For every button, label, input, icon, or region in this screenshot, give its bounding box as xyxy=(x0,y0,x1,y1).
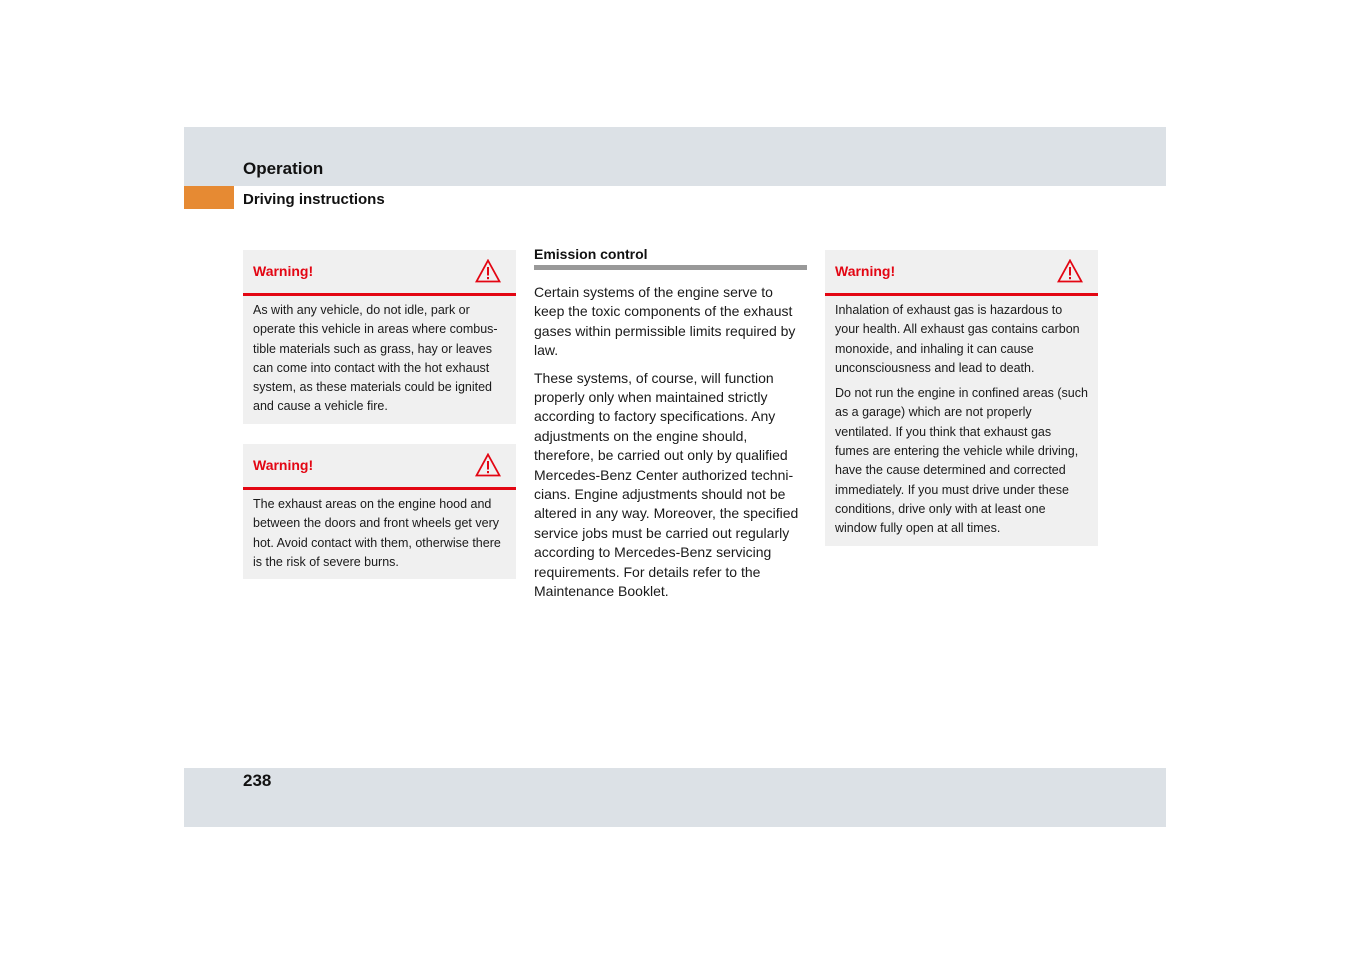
section-tab-marker xyxy=(184,186,234,209)
warning-text: As with any vehicle, do not idle, park or operate this vehicle in areas where combus-tible materials such as grass, hay or leaves can come into contact with the hot exhaust system, as these materials could be ignited and cause a vehicle fire. xyxy=(253,303,498,414)
section-title: Operation xyxy=(243,159,324,178)
emission-control-section xyxy=(534,246,807,610)
warning-box-fire xyxy=(243,250,516,424)
warning-text: Inhalation of exhaust gas is hazardous to your health. All exhaust gas contains carbon monoxide, and inhaling it can cause unconsciousness and lead to death. xyxy=(835,303,1080,375)
page-number: 238 xyxy=(243,771,272,790)
warning-triangle-icon xyxy=(1057,259,1083,283)
subsection-title: Driving instructions xyxy=(243,191,385,208)
warning-header xyxy=(243,444,516,490)
emission-control-heading: Emission control xyxy=(534,246,648,262)
warning-title: Warning! xyxy=(253,457,314,473)
warning-box-burns xyxy=(243,444,516,579)
warning-header xyxy=(243,250,516,296)
footer-band xyxy=(184,768,1166,827)
warning-body xyxy=(243,490,516,579)
heading-rule xyxy=(534,265,807,270)
warning-header xyxy=(825,250,1098,296)
warning-body xyxy=(243,296,516,424)
warning-text: Do not run the engine in confined areas (such as a garage) which are not properly ventilated. If you think that exhaust gas fumes are entering the vehicle while driving, have the cause determined and corrected immediately. If you must drive under these conditions, drive only with at least one window fully open at all times. xyxy=(835,386,1088,536)
emission-paragraph: Certain systems of the engine serve to keep the toxic components of the exhaust gases within permissible limits required by law. xyxy=(534,284,796,359)
warning-body xyxy=(825,296,1098,546)
warning-title: Warning! xyxy=(253,263,314,279)
emission-paragraph: These systems, of course, will function properly only when maintained strictly according to factory specifications. Any adjustments on the engine should, therefore, be carried out only by qualified Mercedes-Benz Center authorized techni-cians. Engine adjustments should not be altered in any way. Moreover, the specified service jobs must be carried out regularly according to Mercedes-Benz servicing requirements. For details refer to the Maintenance Booklet. xyxy=(534,369,799,600)
warning-triangle-icon xyxy=(475,453,501,477)
warning-title: Warning! xyxy=(835,263,896,279)
header-band xyxy=(184,127,1166,186)
warning-box-exhaust-gas xyxy=(825,250,1098,546)
warning-triangle-icon xyxy=(475,259,501,283)
warning-text: The exhaust areas on the engine hood and between the doors and front wheels get very hot. Avoid contact with them, otherwise there is the risk of severe burns. xyxy=(253,497,501,569)
